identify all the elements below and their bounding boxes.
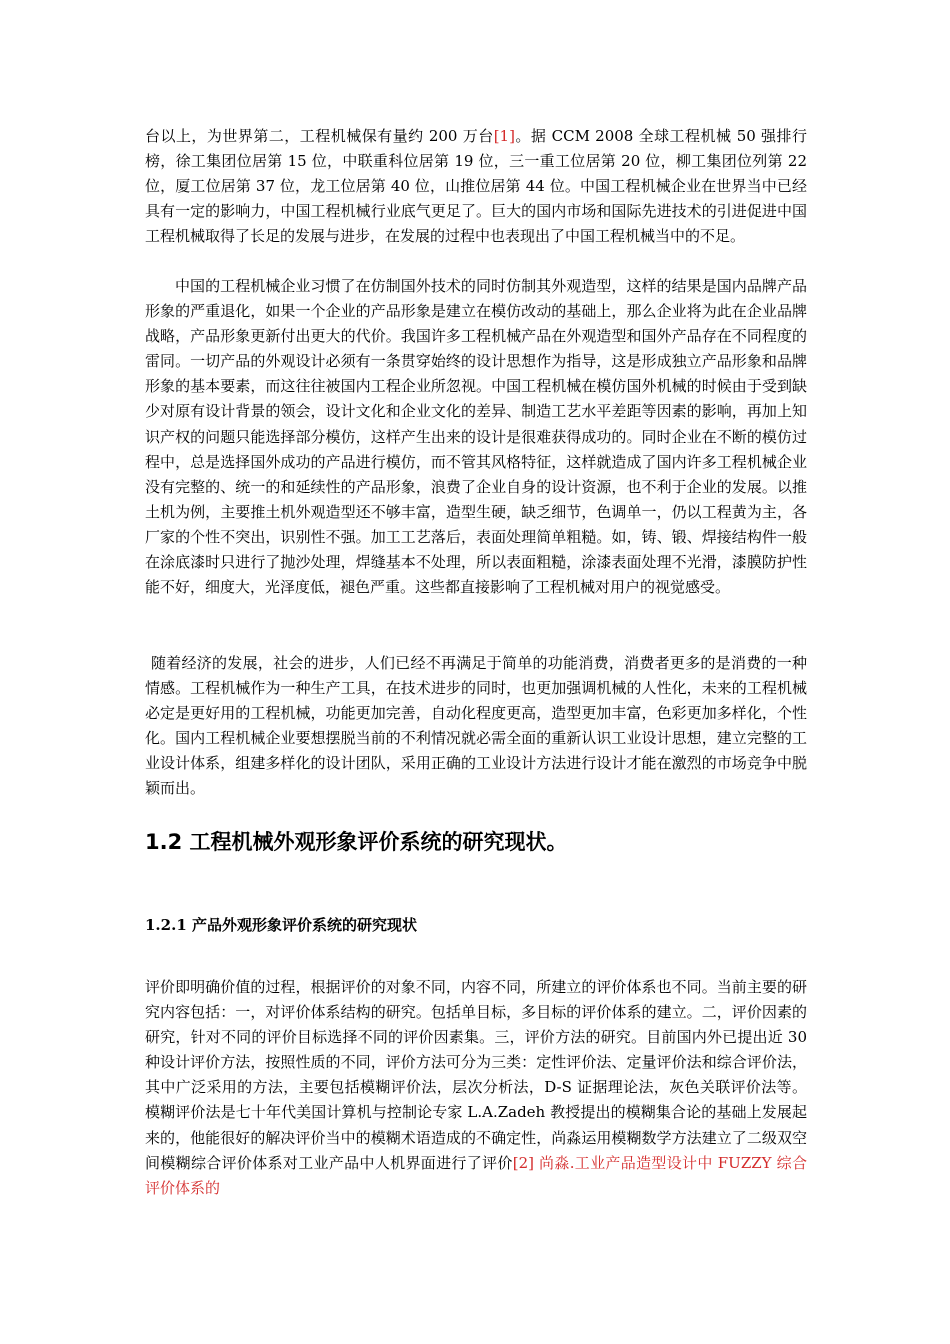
paragraph-text: 。据 CCM 2008 全球工程机械 50 强排行榜，徐工集团位居第 15 位，中联重科位居第 19 位，三一重工位居第 20 位，柳工集团位列第 22 位，厦工位居第 37 位，龙工位居第 40 位，山推位居第 44 位。中国工程机械企业在世界当中已经具有一定的影响力，中国工程机械行业底气更足了。巨大的国内市场和国际先进技术的引进促进中国工程机械取得了长足的发展与进步，在发展的过程中也表现出了中国工程机械当中的不足。 bbox=[145, 127, 807, 246]
paragraph-evaluation-methods bbox=[145, 975, 807, 1201]
paragraph-text: 台以上，为世界第二，工程机械保有量约 200 万台 bbox=[145, 127, 494, 145]
citation-link-1[interactable]: [1] bbox=[493, 127, 515, 145]
paragraph-industry-ranking bbox=[145, 124, 807, 249]
citation-link-2[interactable]: [2] 尚淼.工业产品造型设计中 FUZZY 综合评价体系的 bbox=[145, 1153, 807, 1197]
subsection-heading-1-2-1: 1.2.1 产品外观形象评价系统的研究现状 bbox=[145, 916, 417, 934]
section-heading-1-2: 1.2 工程机械外观形象评价系统的研究现状。 bbox=[145, 830, 568, 854]
paragraph-imitation-problem: 中国的工程机械企业习惯了在仿制国外技术的同时仿制其外观造型，这样的结果是国内品牌产品形象的严重退化，如果一个企业的产品形象是建立在模仿改动的基础上，那么企业将为此在企业品牌战略，产品形象更新付出更大的代价。我国许多工程机械产品在外观造型和国外产品存在不同程度的雷同。一切产品的外观设计必须有一条贯穿始终的设计思想作为指导，这是形成独立产品形象和品牌形象的基本要素，而这往往被国内工程企业所忽视。中国工程机械在模仿国外机械的时候由于受到缺少对原有设计背景的领会，设计文化和企业文化的差异、制造工艺水平差距等因素的影响，再加上知识产权的问题只能选择部分模仿，这样产生出来的设计是很难获得成功的。同时企业在不断的模仿过程中，总是选择国外成功的产品进行模仿，而不管其风格特征，这样就造成了国内许多工程机械企业没有完整的、统一的和延续性的产品形象，浪费了企业自身的设计资源，也不利于企业的发展。以推土机为例，主要推土机外观造型还不够丰富，造型生硬，缺乏细节，色调单一，仍以工程黄为主，各厂家的个性不突出，识别性不强。加工工艺落后，表面处理简单粗糙。如，铸、锻、焊接结构件一般在涂底漆时只进行了抛沙处理，焊缝基本不处理，所以表面粗糙，涂漆表面处理不光滑，漆膜防护性能不好，细度大，光泽度低，褪色严重。这些都直接影响了工程机械对用户的视觉感受。 bbox=[145, 277, 807, 597]
paragraph-development-trend: 随着经济的发展，社会的进步，人们已经不再满足于简单的功能消费，消费者更多的是消费的一种情感。工程机械作为一种生产工具，在技术进步的同时，也更加强调机械的人性化，未来的工程机械必定是更好用的工程机械，功能更加完善，自动化程度更高，造型更加丰富，色彩更加多样化，个性化。国内工程机械企业要想摆脱当前的不利情况就必需全面的重新认识工业设计思想，建立完整的工业设计体系，组建多样化的设计团队，采用正确的工业设计方法进行设计才能在激烈的市场竞争中脱颖而出。 bbox=[145, 654, 807, 798]
paragraph-text: 评价即明确价值的过程，根据评价的对象不同，内容不同，所建立的评价体系也不同。当前主要的研究内容包括：一，对评价体系结构的研究。包括单目标，多目标的评价体系的建立。二，评价因素的研究，针对不同的评价目标选择不同的评价因素集。三，评价方法的研究。目前国内外已提出近 30 种设计评价方法，按照性质的不同，评价方法可分为三类：定性评价法、定量评价法和综合评价法，其中广泛采用的方法，主要包括模糊评价法，层次分析法，D-S 证据理论法，灰色关联评价法等。模糊评价法是七十年代美国计算机与控制论专家 L.A.Zadeh 教授提出的模糊集合论的基础上发展起来的，他能很好的解决评价当中的模糊术语造成的不确定性，尚淼运用模糊数学方法建立了二级双空间模糊综合评价体系对工业产品中人机界面进行了评价 bbox=[145, 978, 807, 1172]
